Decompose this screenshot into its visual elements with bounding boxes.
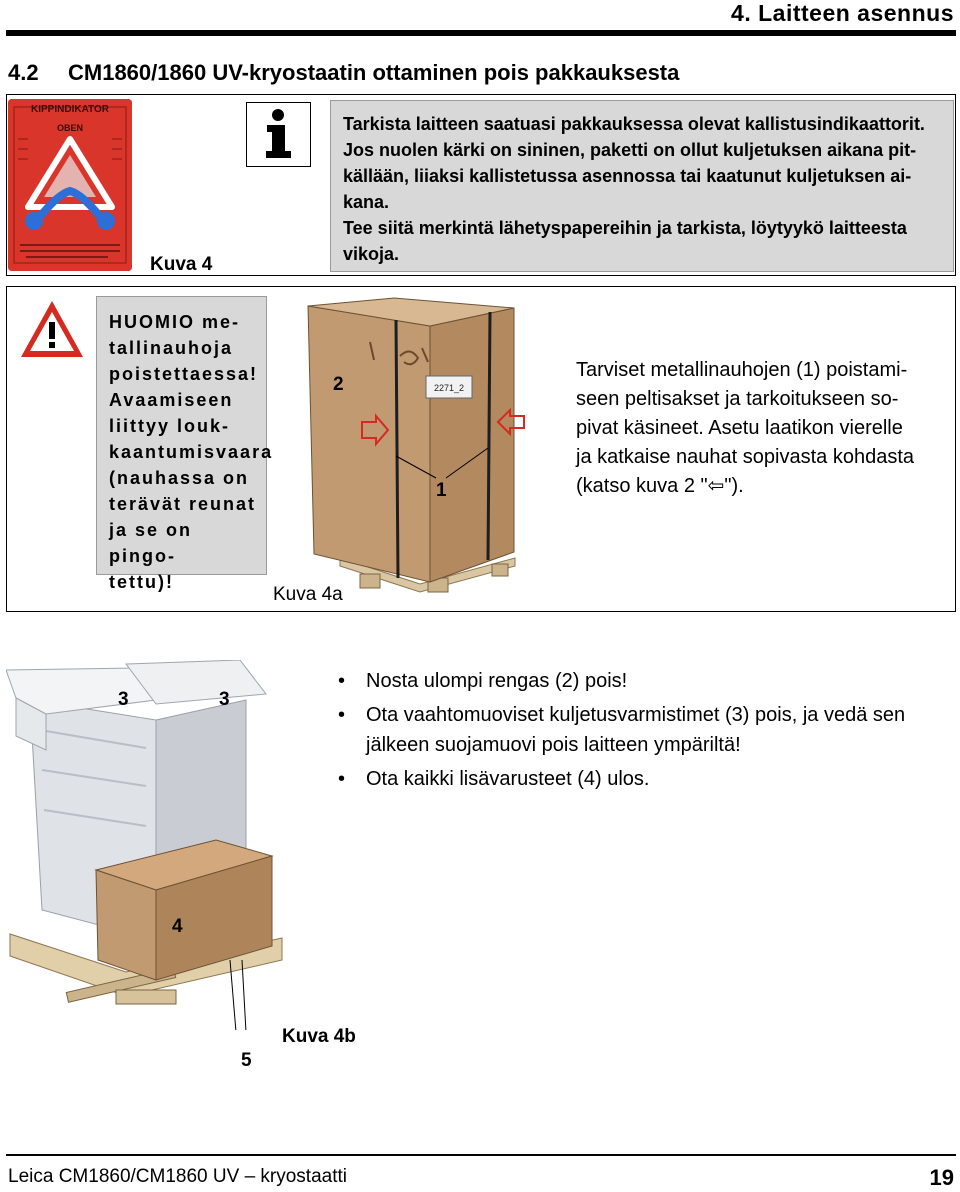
strap-removal-instructions xyxy=(576,356,948,501)
step-item: • Nosta ulompi rengas (2) pois! xyxy=(338,666,958,696)
instruction-line: ja katkaise nauhat sopivasta kohdasta xyxy=(576,446,914,468)
warning-line: ja se on pingo- xyxy=(109,520,193,566)
info-note-line: Tee siitä merkintä lähetyspapereihin ja tarkista, löytyykö laitteesta xyxy=(343,218,907,238)
callout-straps-1: 1 xyxy=(436,480,447,501)
info-note-line: Tarkista laitteen saatuasi pakkauksessa olevat kallistusindikaattorit. xyxy=(343,114,925,134)
step-item: • Ota kaikki lisävarusteet (4) ulos. xyxy=(338,764,958,794)
callout-pallet-5: 5 xyxy=(241,1050,252,1071)
warning-line: (nauhassa on xyxy=(109,468,250,488)
page-number: 19 xyxy=(929,1165,954,1190)
indicator-label-top: KIPPINDIKATOR xyxy=(31,104,109,115)
warning-line: tallinauhoja xyxy=(109,338,234,358)
warning-line: Avaamiseen xyxy=(109,390,234,410)
figure-4b-caption: Kuva 4b xyxy=(282,1026,356,1047)
section-title xyxy=(8,60,679,86)
instruction-line: (katso kuva 2 "⇦"). xyxy=(576,475,744,497)
instruction-line: pivat käsineet. Asetu laatikon vierelle xyxy=(576,417,903,439)
callout-foam-3-right: 3 xyxy=(219,689,230,710)
warning-triangle-icon xyxy=(18,298,86,360)
info-icon xyxy=(246,102,311,167)
info-note-line: kana. xyxy=(343,192,390,212)
figure-4a-caption: Kuva 4a xyxy=(273,584,343,605)
footer-rule xyxy=(6,1154,956,1156)
box-label: 2271_2 xyxy=(433,383,465,393)
header-rule xyxy=(6,30,956,36)
crate-photo xyxy=(300,296,540,602)
figure-4-caption: Kuva 4 xyxy=(150,254,213,275)
info-note-line: vikoja. xyxy=(343,244,400,264)
chapter-title: 4. Laitteen asennus xyxy=(731,0,954,26)
info-note-line: Jos nuolen kärki on sininen, paketti on ollut kuljetuksen aikana pit- xyxy=(343,140,917,160)
warning-line: poistettaessa! xyxy=(109,364,259,384)
section-heading: CM1860/1860 UV-kryostaatin ottaminen pois pakkauksesta xyxy=(68,60,680,85)
footer-product: Leica CM1860/CM1860 UV – kryostaatti xyxy=(8,1166,347,1187)
warning-line: kaantumisvaara xyxy=(109,442,274,462)
instruction-line: Tarviset metallinauhojen (1) poistami- xyxy=(576,359,908,381)
info-note-line: källään, liiaksi kallistetussa asennossa tai kaatunut kuljetuksen ai- xyxy=(343,166,912,186)
instruction-line: seen peltisakset ja tarkoitukseen so- xyxy=(576,388,899,410)
warning-line: tettu)! xyxy=(109,572,174,592)
warning-line: HUOMIO me- xyxy=(109,312,241,332)
info-note xyxy=(330,100,954,272)
warning-line: liittyy louk- xyxy=(109,416,231,436)
callout-accessories-4: 4 xyxy=(172,916,183,937)
warning-line: terävät reunat xyxy=(109,494,257,514)
section-number: 4.2 xyxy=(8,60,39,85)
callout-ring-2: 2 xyxy=(333,374,344,395)
callout-foam-3-left: 3 xyxy=(118,689,129,710)
warning-note xyxy=(96,296,274,592)
indicator-label-oben: OBEN xyxy=(56,123,84,133)
step-item: • Ota vaahtomuoviset kuljetusvarmistimet (3) pois, ja vedä sen jälkeen suojamuovi pois laitteen ympäriltä! xyxy=(338,700,958,760)
unpacking-steps xyxy=(338,666,958,798)
tilt-indicator-image xyxy=(8,99,132,271)
unpacked-cryostat-photo xyxy=(6,660,294,1030)
